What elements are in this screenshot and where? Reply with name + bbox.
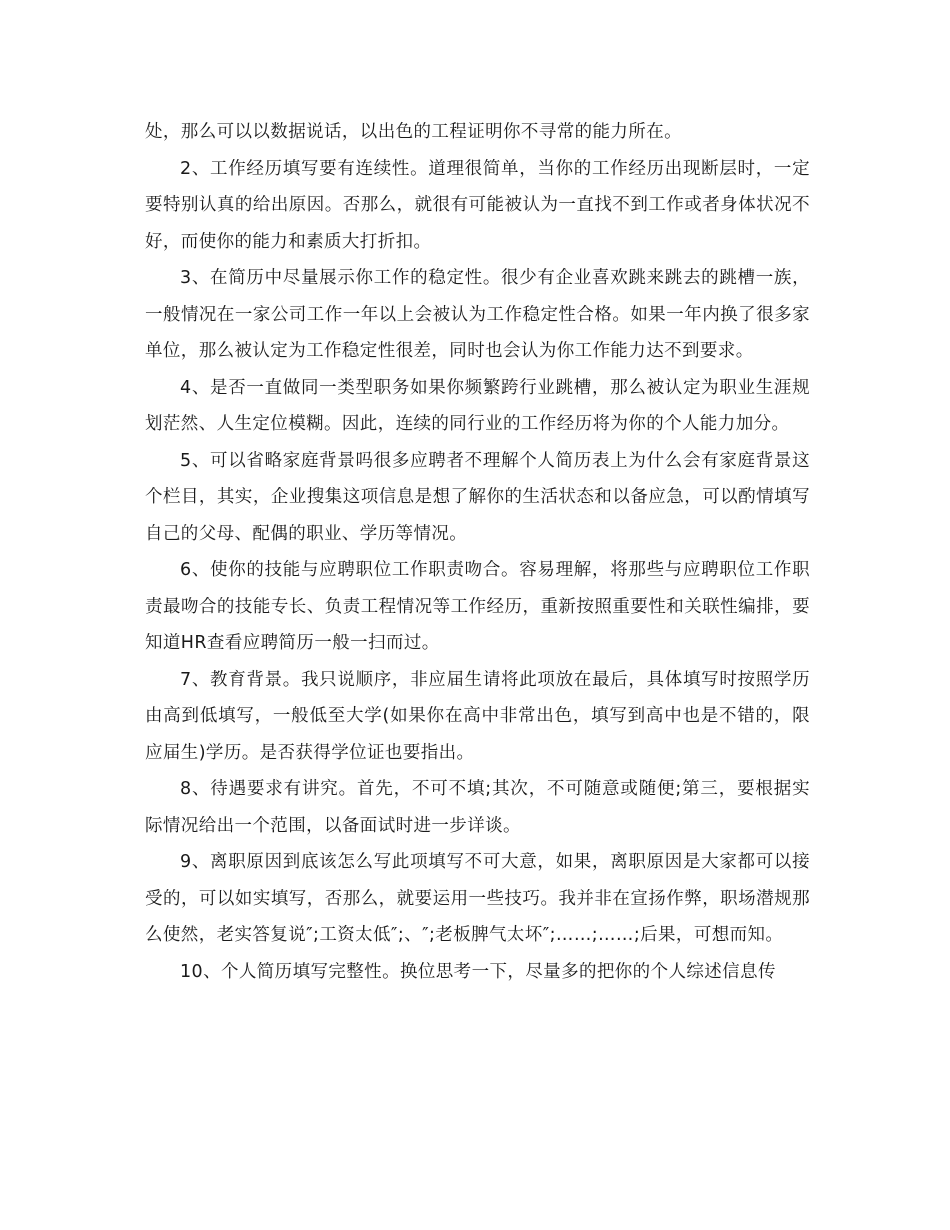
document-body [145, 114, 810, 990]
paragraph-9-leaving-reason: 9、离职原因到底该怎么写此项填写不可大意，如果，离职原因是大家都可以接受的，可以如实填写，否那么，就要运用一些技巧。我并非在宣扬作弊，职场潜规那么使然，老实答复说″;工资太低″;、″;老板脾气太坏″;……;……;后果，可想而知。 [145, 852, 810, 945]
paragraph-continuation: 处，那么可以以数据说话，以出色的工程证明你不寻常的能力所在。 [145, 122, 682, 142]
paragraph-6-skills-match: 6、使你的技能与应聘职位工作职责吻合。容易理解，将那些与应聘职位工作职责最吻合的技能专长、负责工程情况等工作经历，重新按照重要性和关联性编排，要知道HR查看应聘简历一般一扫而过。 [145, 560, 810, 653]
paragraph-8-salary: 8、待遇要求有讲究。首先，不可不填;其次，不可随意或随便;第三，要根据实际情况给出一个范围，以备面试时进一步详谈。 [145, 779, 810, 836]
paragraph-10-completeness: 10、个人简历填写完整性。换位思考一下，尽量多的把你的个人综述信息传 [180, 961, 776, 982]
paragraph-3-work-stability: 3、在简历中尽量展示你工作的稳定性。很少有企业喜欢跳来跳去的跳槽一族，一般情况在一家公司工作一年以上会被认为工作稳定性合格。如果一年内换了很多家单位，那么被认定为工作稳定性很差，同时也会认为你工作能力达不到要求。 [145, 268, 810, 361]
paragraph-5-family-background: 5、可以省略家庭背景吗很多应聘者不理解个人简历表上为什么会有家庭背景这个栏目，其实，企业搜集这项信息是想了解你的生活状态和以备应急，可以酌情填写自己的父母、配偶的职业、学历等情况。 [145, 450, 810, 544]
paragraph-4-same-industry: 4、是否一直做同一类型职务如果你频繁跨行业跳槽，那么被认定为职业生涯规划茫然、人生定位模糊。因此，连续的同行业的工作经历将为你的个人能力加分。 [145, 377, 810, 434]
paragraph-2-work-continuity: 2、工作经历填写要有连续性。道理很简单，当你的工作经历出现断层时，一定要特别认真的给出原因。否那么，就很有可能被认为一直找不到工作或者身体状况不好，而使你的能力和素质大打折扣。 [145, 158, 810, 252]
paragraph-7-education: 7、教育背景。我只说顺序，非应届生请将此项放在最后，具体填写时按照学历由高到低填写，一般低至大学(如果你在高中非常出色，填写到高中也是不错的，限应届生)学历。是否获得学位证也要指出。 [145, 669, 810, 763]
